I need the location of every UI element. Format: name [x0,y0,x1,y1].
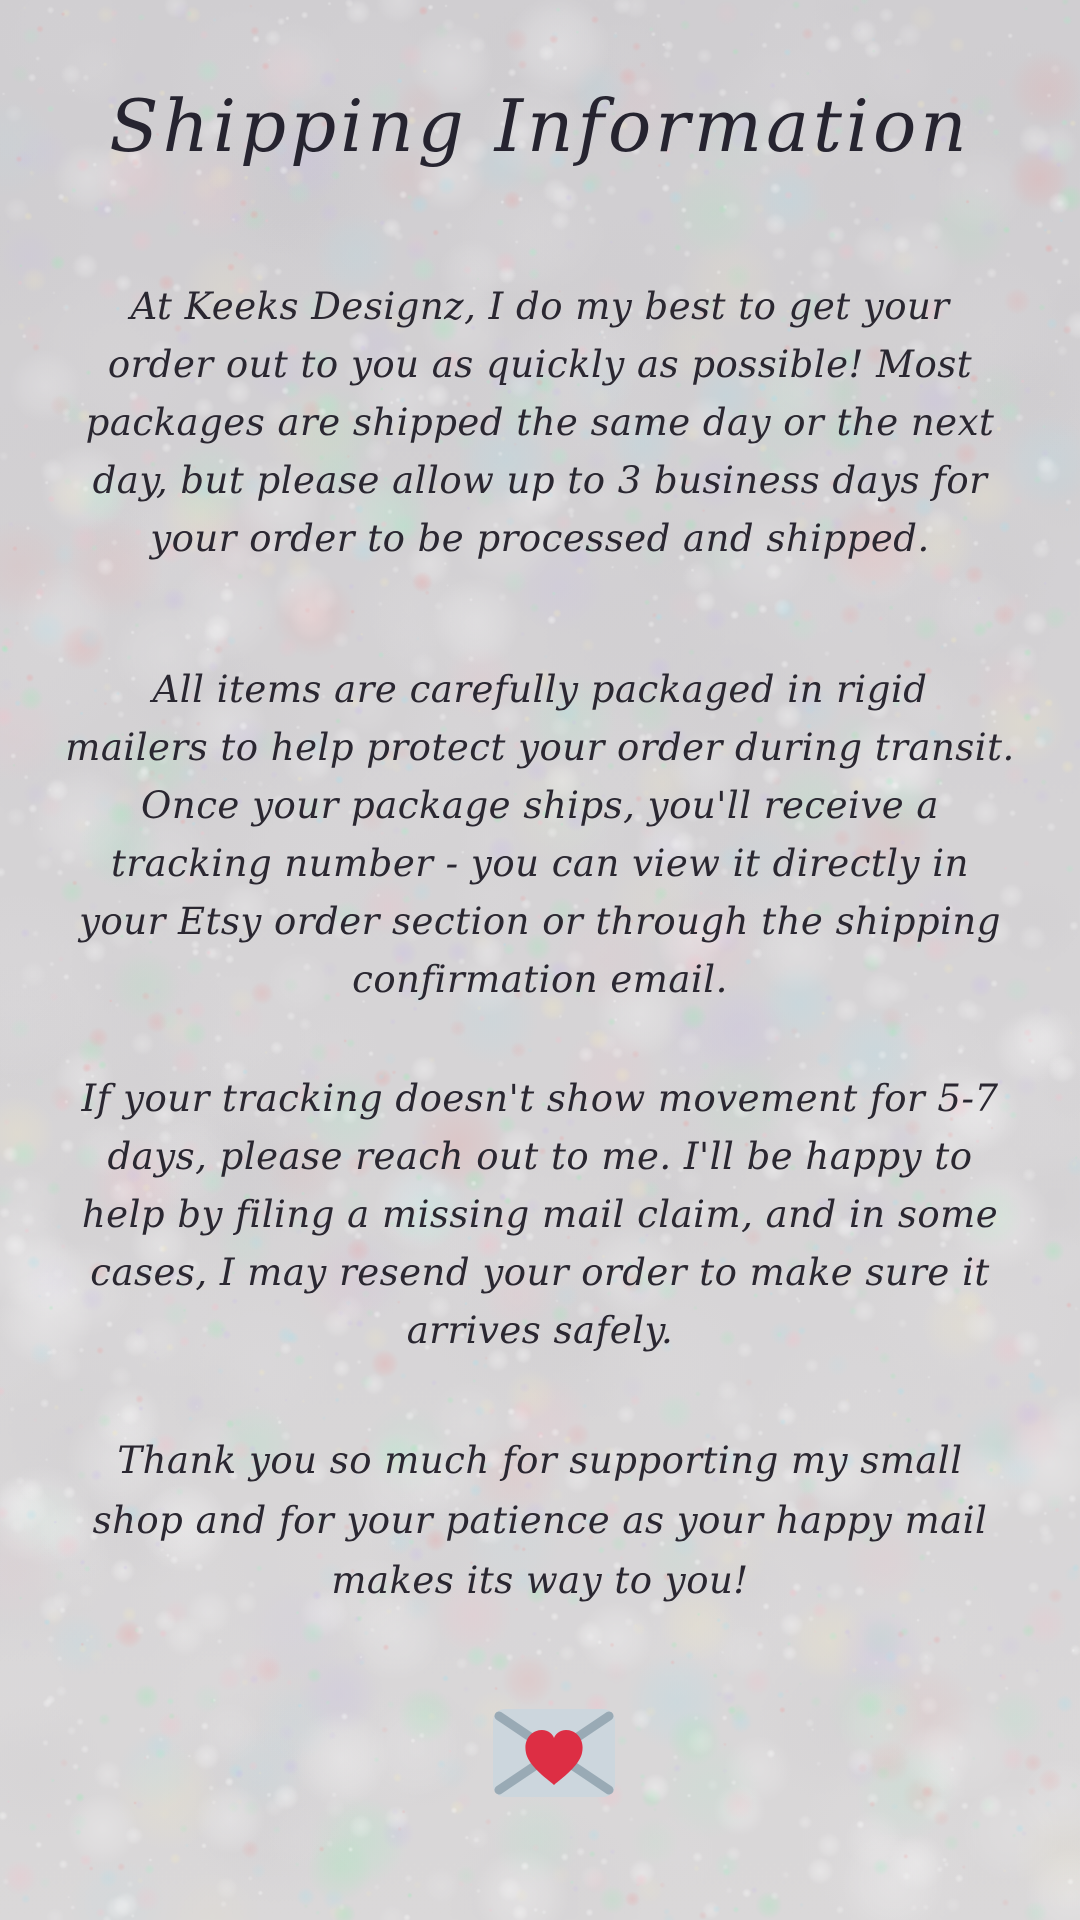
text-line: help by filing a missing mail claim, and in some [81,1193,999,1236]
text-line: arrives safely. [406,1309,674,1352]
paragraph-packaging-tracking [0,661,1080,1009]
paragraph-processing-time [0,278,1080,568]
text-line: days, please reach out to me. I'll be happy to [107,1135,973,1178]
text-line: order out to you as quickly as possible! Most [107,343,973,386]
text-line: your order to be processed and shipped. [150,517,930,560]
text-line: your Etsy order section or through the shipping [79,900,1001,943]
love-letter-icon [493,1709,615,1797]
text-line: Once your package ships, you'll receive a [141,784,939,827]
paragraph-lost-mail [0,1070,1080,1360]
text-line: shop and for your patience as your happy mail [92,1499,988,1542]
page-title: Shipping Information [109,84,971,168]
text-line: mailers to help protect your order during transit. [65,726,1015,769]
text-line: day, but please allow up to 3 business days for [92,459,988,502]
paragraph-thank-you [0,1431,1080,1611]
text-line: tracking number - you can view it directly in [111,842,969,885]
text-line: At Keeks Designz, I do my best to get your [130,285,950,328]
text-line: makes its way to you! [331,1559,749,1602]
text-line: All items are carefully packaged in rigid [152,668,928,711]
text-line: confirmation email. [352,958,728,1001]
text-line: packages are shipped the same day or the next [85,401,995,444]
text-line: If your tracking doesn't show movement for 5-7 [81,1077,999,1120]
text-line: Thank you so much for supporting my small [117,1439,963,1482]
text-line: cases, I may resend your order to make sure it [90,1251,990,1294]
